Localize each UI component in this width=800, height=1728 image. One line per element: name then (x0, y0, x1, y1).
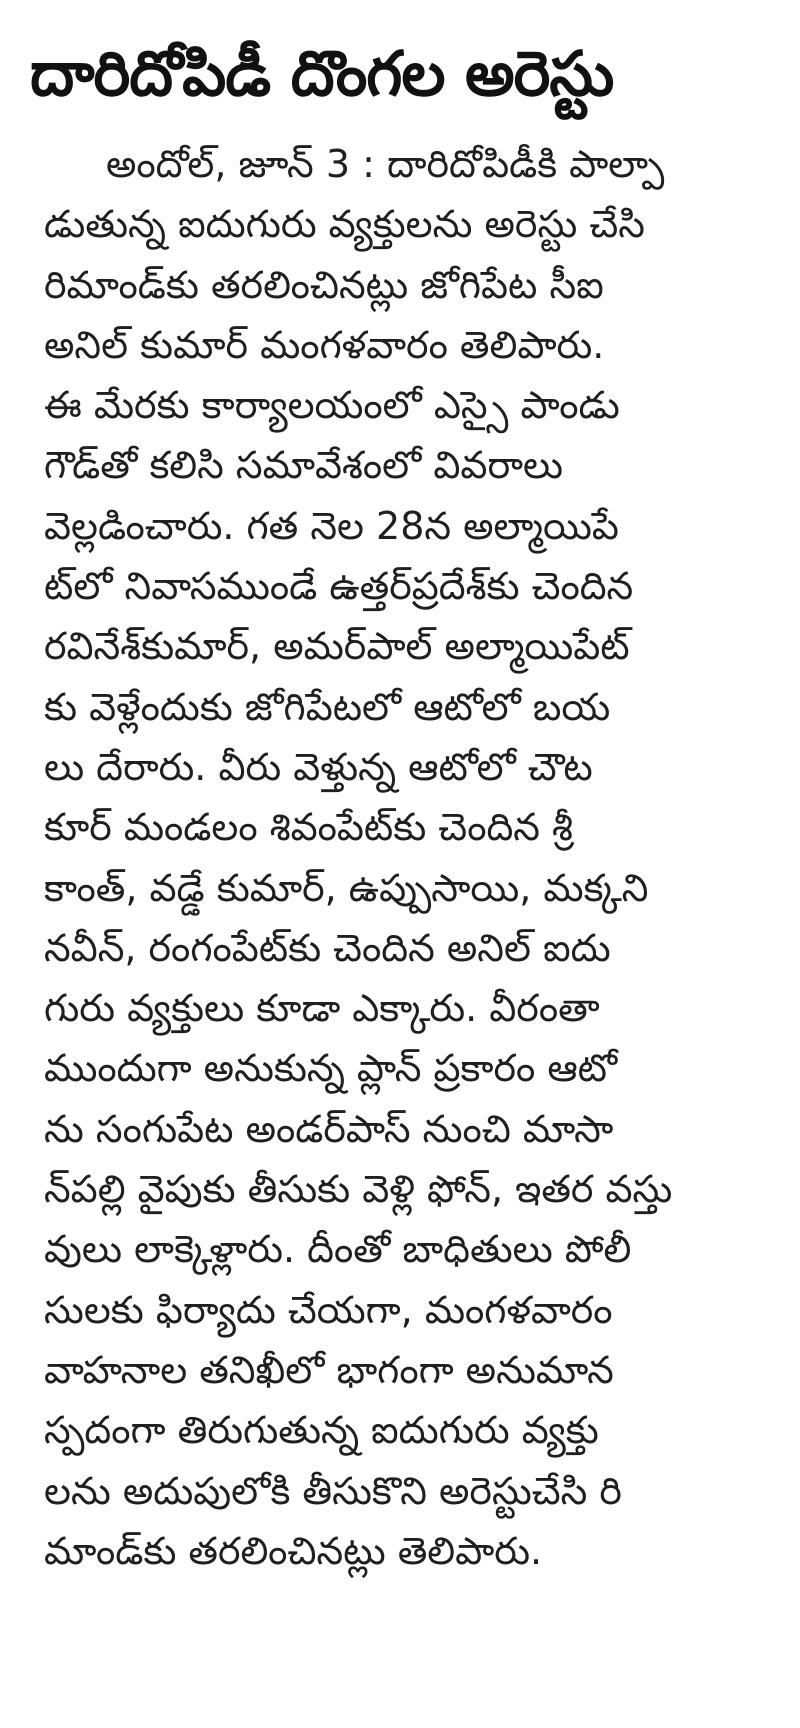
article-line: స్పదంగా తిరుగుతున్న ఐదుగురు వ్యక్తు (44, 1408, 599, 1453)
article-line: గౌడ్‌తో కలిసి సమావేశంలో వివరాలు (44, 443, 564, 488)
article-line: ట్‌లో నివాసముండే ఉత్తర్‌ప్రదేశ్‌కు చెందిన (44, 564, 634, 609)
article-line: అనిల్ కుమార్ మంగళవారం తెలిపారు. (44, 322, 605, 367)
article-line: ముందుగా అనుకున్న ప్లాన్ ప్రకారం ఆటో (44, 1046, 618, 1091)
article-line: డుతున్న ఐదుగురు వ్యక్తులను అరెస్టు చేసి (44, 202, 645, 247)
article-body (44, 134, 770, 1581)
article-line: మాండ్‌కు తరలించినట్లు తెలిపారు. (44, 1528, 543, 1573)
article-line: కు వెళ్లేందుకు జోగిపేటలో ఆటోలో బయ (44, 684, 611, 729)
article-line: సులకు ఫిర్యాదు చేయగా, మంగళవారం (44, 1287, 613, 1332)
article-line: రవినేశ్‌కుమార్, అమర్‌పాల్ అల్మాయిపేట్ (44, 624, 630, 669)
article-line: కూర్ మండలం శివంపేట్‌కు చెందిన శ్రీ (44, 805, 573, 850)
headline: దారిదోపిడీ దొంగల అరెస్టు (30, 37, 614, 110)
article-line: వులు లాక్కెళ్లారు. దీంతో బాధితులు పోలీ (44, 1227, 632, 1272)
article-line: నవీన్, రంగంపేట్‌కు చెందిన అనిల్ ఐదు (44, 925, 611, 970)
article-line: వాహనాల తనిఖీలో భాగంగా అనుమాన (44, 1347, 614, 1392)
article-line: వెల్లడించారు. గత నెల 28న అల్మాయిపే (44, 503, 619, 548)
article-line: లను అదుపులోకి తీసుకొని అరెస్టుచేసి రి (44, 1468, 622, 1513)
article-line: అందోల్, జూన్ 3 : దారిదోపిడీకి పాల్పా (106, 142, 665, 186)
article-line: న్‌పల్లి వైపుకు తీసుకు వెళ్లి ఫోన్, ఇతర వస్తు (44, 1167, 673, 1212)
article-line: ఈ మేరకు కార్యాలయంలో ఎస్సై పాండు (44, 383, 620, 428)
article-line: గురు వ్యక్తులు కూడా ఎక్కారు. వీరంతా (44, 986, 600, 1031)
article-line: లు దేరారు. వీరు వెళ్తున్న ఆటోలో చౌట (44, 744, 593, 789)
article-line: ను సంగుపేట అండర్‌పాస్ నుంచి మాసా (44, 1106, 614, 1151)
article-line: కాంత్, వడ్డే కుమార్, ఉప్పుసాయి, మక్కని (44, 865, 649, 910)
article-line: రిమాండ్‌కు తరలించినట్లు జోగిపేట సీఐ (44, 262, 604, 307)
